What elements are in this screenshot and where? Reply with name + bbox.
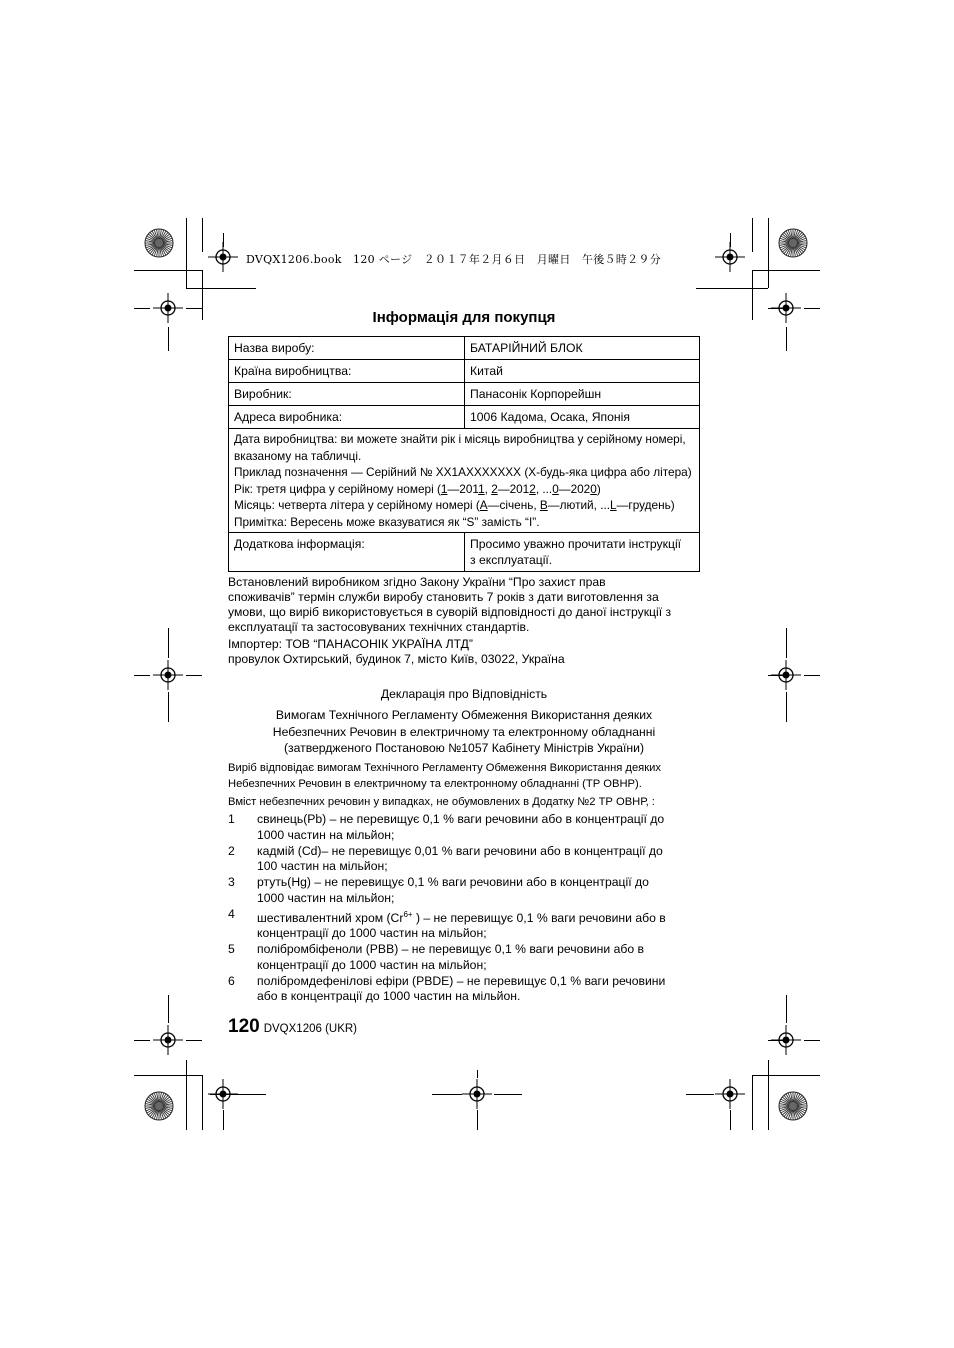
crop-line <box>804 308 820 309</box>
date-info-line: Дата виробництва: ви можете знайти рік і місяць виробництва у серійному номері, <box>234 432 686 446</box>
list-item <box>228 812 708 843</box>
item-text: полібромбіфеноли (PBB) – не перевищує 0,1 % ваги речовини або в <box>257 942 644 957</box>
text-line: експлуатації та застосовуваних технічних стандартів. <box>228 620 530 634</box>
underlined-digit: 2 <box>491 481 498 496</box>
date-info-row <box>229 429 700 533</box>
crop-line <box>768 218 769 288</box>
table-row <box>229 533 700 572</box>
crop-line <box>768 675 784 676</box>
superscript: 6+ <box>403 909 413 919</box>
importer-paragraph <box>228 637 708 667</box>
text: Місяць: четверта літера у серійному номері ( <box>234 498 480 512</box>
item-text: концентрації до 1000 частин на мільйон; <box>257 926 487 941</box>
text: —січень, <box>487 498 540 512</box>
date-info-month <box>234 497 695 514</box>
item-number: 5 <box>228 942 235 957</box>
crop-line <box>186 1060 187 1130</box>
text: ) – не перевищує 0,1 % ваги речовини або в <box>412 910 666 925</box>
crop-line <box>477 1070 478 1078</box>
item-number: 4 <box>228 906 235 921</box>
item-text: полібромдефенілові ефіри (PBDE) – не перевищує 0,1 % ваги речовини <box>257 973 666 988</box>
underlined-digit: 2 <box>529 481 536 496</box>
item-number: 3 <box>228 875 235 889</box>
declaration-body <box>228 707 700 757</box>
text-line: Імпортер: ТОВ “ПАНАСОНІК УКРАЇНА ЛТД” <box>228 637 473 651</box>
declaration-heading: Декларація про Відповідність <box>380 687 548 701</box>
underlined-letter: A <box>479 498 488 512</box>
item-text <box>257 907 708 927</box>
text-line: Встановлений виробником згідно Закону України “Про захист прав <box>228 575 606 589</box>
list-item <box>228 942 708 973</box>
color-target-icon <box>778 1091 808 1121</box>
registration-mark-icon <box>153 1025 183 1055</box>
crop-line <box>752 270 820 271</box>
date-info-cell <box>229 429 700 533</box>
text-line: Небезпечних Речовин в електричному та електронному обладнанні (ТР ОВНР). <box>228 778 642 790</box>
text-line: провулок Охтирський, будинок 7, місто Київ, 03022, Україна <box>228 652 565 666</box>
value-cell: Панасонік Корпорейшн <box>465 383 700 406</box>
item-text: ртуть(Hg) – не перевищує 0,1 % ваги речовини або в концентрації до <box>257 875 649 889</box>
crop-line <box>786 327 787 351</box>
underlined-digit: 0 <box>552 481 559 496</box>
item-number: 2 <box>228 843 235 858</box>
crop-line <box>202 270 203 320</box>
item-text: концентрації до 1000 частин на мільйон; <box>257 957 487 972</box>
crop-line <box>210 1094 266 1095</box>
label-cell: Виробник: <box>229 383 465 406</box>
crop-line <box>186 308 202 309</box>
value-line: Просимо уважно прочитати інструкції <box>470 537 682 551</box>
table-row <box>229 383 700 406</box>
list-item <box>228 844 708 875</box>
crop-line <box>168 628 169 658</box>
item-number: 1 <box>228 812 235 826</box>
crop-line <box>752 1075 820 1076</box>
crop-line <box>686 1094 714 1095</box>
underlined-digit: 1 <box>478 481 485 496</box>
text-line: Вимогам Технічного Регламенту Обмеження Використання деяких <box>275 708 653 722</box>
underlined-digit: 1 <box>440 481 448 496</box>
text-line: Небезпечних Речовин в електричному та електронному обладнанні <box>272 724 656 739</box>
substances-list <box>228 812 708 1005</box>
page-number: 120 <box>228 1016 260 1037</box>
list-item <box>228 875 708 906</box>
crop-line <box>786 692 787 722</box>
crop-line <box>186 218 187 288</box>
crop-line <box>768 1060 769 1130</box>
crop-line <box>804 1040 820 1041</box>
crop-line <box>223 233 224 247</box>
label-cell: Країна виробництва: <box>229 360 465 383</box>
crop-line <box>752 270 753 320</box>
text-line: споживачів” термін служби виробу становить 7 років з дати виготовлення за <box>228 590 659 604</box>
text: —201 <box>447 481 479 496</box>
value-cell <box>465 533 700 572</box>
text: Рік: третя цифра у серійному номері ( <box>234 481 441 496</box>
label-cell: Адреса виробника: <box>229 406 465 429</box>
text: —201 <box>497 481 530 496</box>
label-cell: Назва виробу: <box>229 337 465 360</box>
text: ) <box>596 481 601 496</box>
crop-line <box>786 628 787 658</box>
crop-line <box>186 288 256 289</box>
crop-line <box>168 692 169 722</box>
text: шестивалентний хром (Cr <box>257 910 404 925</box>
crop-line <box>786 995 787 1023</box>
table-row <box>229 406 700 429</box>
crop-line <box>168 995 169 1023</box>
label-cell: Додаткова інформація: <box>229 533 465 572</box>
item-text: свинець(Pb) – не перевищує 0,1 % ваги речовини або в концентрації до <box>257 812 665 826</box>
table-row <box>229 360 700 383</box>
date-info-year <box>234 481 695 498</box>
text: , <box>484 481 492 496</box>
crop-line <box>752 218 753 252</box>
date-info-line: вказаному на табличці. <box>234 448 362 463</box>
page-title: Інформація для покупця <box>372 309 556 326</box>
compliance-paragraph <box>228 760 708 810</box>
color-target-icon <box>778 228 808 258</box>
list-item <box>228 907 708 942</box>
crop-line <box>134 675 150 676</box>
crop-line <box>223 1110 224 1130</box>
crop-line <box>768 308 784 309</box>
product-info-table <box>228 336 700 572</box>
date-info-note: Примітка: Вересень може вказуватися як “S” замість “I”. <box>234 514 540 529</box>
text-line: умови, що виріб використовується в суворій відповідності до даної інструкції з <box>228 605 672 619</box>
value-cell: Китай <box>465 360 700 383</box>
registration-mark-icon <box>462 1079 492 1109</box>
registration-mark-icon <box>153 293 183 323</box>
color-target-icon <box>144 228 174 258</box>
value-cell: БАТАРІЙНИЙ БЛОК <box>465 337 700 360</box>
underlined-letter: L <box>610 498 617 512</box>
crop-line <box>477 1110 478 1130</box>
text: —202 <box>558 481 591 496</box>
color-target-icon <box>144 1091 174 1121</box>
item-text: 100 частин на мільйон; <box>257 859 388 873</box>
item-text: 1000 частин на мільйон; <box>257 827 395 842</box>
file-info-header: DVQX1206.book 120 ページ ２０１７年２月６日 月曜日 午後５時２９分 <box>246 253 662 266</box>
registration-mark-icon <box>153 660 183 690</box>
text: , ... <box>535 481 553 496</box>
date-info-example: Приклад позначення — Серійний № XX1AXXXXXXX (X-будь-яка цифра або літера) <box>234 465 692 479</box>
service-life-paragraph <box>228 575 708 635</box>
crop-line <box>186 1040 202 1041</box>
crop-line <box>168 327 169 351</box>
crop-line <box>134 308 150 309</box>
text-line: (затвердженого Постановою №1057 Кабінету Міністрів України) <box>283 741 645 755</box>
text-line: Виріб відповідає вимогам Технічного Регламенту Обмеження Використання деяких <box>228 762 661 774</box>
item-number: 6 <box>228 973 235 988</box>
crop-line <box>134 1040 150 1041</box>
text: —лютий, ... <box>547 498 611 512</box>
underlined-letter: B <box>539 498 548 512</box>
crop-line <box>730 1110 731 1130</box>
underlined-digit: 0 <box>590 481 597 496</box>
crop-line <box>696 288 768 289</box>
crop-line <box>432 1094 462 1095</box>
crop-line <box>768 1040 784 1041</box>
document-code: DVQX1206 (UKR) <box>263 1023 358 1035</box>
crop-line <box>134 270 202 271</box>
crop-line <box>804 675 820 676</box>
item-text: кадмій (Cd)– не перевищує 0,01 % ваги речовини або в концентрації до <box>257 843 663 858</box>
crop-line <box>752 1075 753 1130</box>
value-cell: 1006 Кадома, Осака, Японія <box>465 406 700 429</box>
item-text: або в концентрації до 1000 частин на мільйон. <box>257 989 521 1004</box>
crop-line <box>202 1075 203 1130</box>
crop-line <box>134 1075 202 1076</box>
crop-line <box>202 218 203 252</box>
value-line: з експлуатації. <box>470 553 553 567</box>
crop-line <box>730 233 731 247</box>
text: —грудень) <box>616 498 675 512</box>
text-line: Вміст небезпечних речовин у випадках, не обумовлених в Додатку №2 ТР ОВНР, : <box>228 796 655 808</box>
list-item <box>228 974 708 1005</box>
crop-line <box>494 1094 522 1095</box>
registration-mark-icon <box>715 1079 745 1109</box>
page-footer <box>228 1016 357 1038</box>
item-text: 1000 частин на мільйон; <box>257 890 395 905</box>
table-row <box>229 337 700 360</box>
crop-line <box>186 675 202 676</box>
